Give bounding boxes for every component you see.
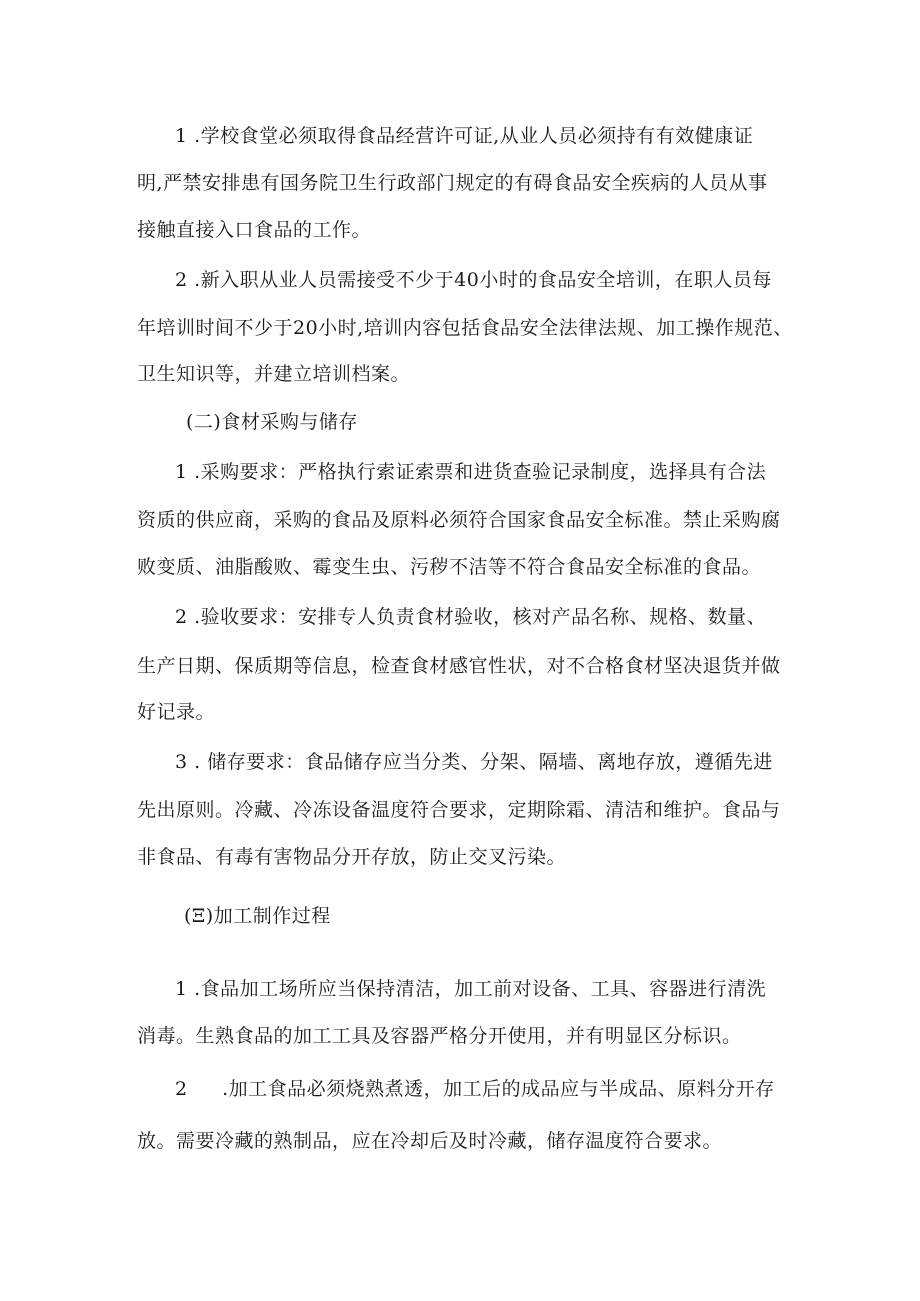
s1-item2-line1 [175, 268, 772, 292]
section-heading-processing: (Ξ)加工制作过程 [184, 905, 331, 927]
s2-item3-line2: 先出原则。冷藏、冷冻设备温度符合要求，定期除霜、清洁和维护。食品与 [137, 799, 781, 821]
s2-item2-line2: 生产日期、保质期等信息，检查食材感官性状，对不合格食材坚决退货并做 [137, 655, 781, 677]
item-text: . 储存要求：食品储存应当分类、分架、隔墙、离地存放，遵循先进 [194, 751, 773, 773]
s2-item2-line1 [175, 605, 766, 629]
s2-item2-line3: 好记录。 [137, 701, 216, 723]
s3-item1-line1 [175, 977, 766, 1001]
s1-item1-line3: 接触直接入口食品的工作。 [137, 219, 372, 241]
s2-item1-line2: 资质的供应商，采购的食品及原料必须符合国家食品安全标准。禁止采购腐 [137, 509, 781, 531]
s3-item2-line1 [175, 1077, 775, 1101]
item-number: 2 [175, 1078, 188, 1100]
s2-item3-line1 [175, 750, 773, 774]
s3-item1-line2: 消毒。生熟食品的加工工具及容器严格分开使用，并有明显区分标识。 [137, 1025, 742, 1047]
item-text: .采购要求：严格执行索证索票和进货查验记录制度，选择具有合法 [194, 461, 767, 483]
item-text: .验收要求：安排专人负责食材验收，核对产品名称、规格、数量、 [194, 606, 767, 628]
item-number: 1 [175, 461, 188, 483]
item-number: 1 [175, 125, 188, 147]
section-heading-procurement: (二)食材采购与储存 [186, 411, 358, 433]
item-number: 2 [175, 269, 188, 291]
s3-item2-line2: 放。需要冷藏的熟制品，应在冷却后及时冷藏，储存温度符合要求。 [137, 1130, 723, 1152]
s1-item2-line2: 年培训时间不少于20小时,培训内容包括食品安全法律法规、加工操作规范、 [137, 317, 793, 339]
item-text: .加工食品必须烧熟煮透，加工后的成品应与半成品、原料分开存 [222, 1078, 775, 1100]
s1-item1-line1 [175, 124, 753, 148]
s1-item2-line3: 卫生知识等，并建立培训档案。 [137, 363, 411, 385]
item-text: .新入职从业人员需接受不少于40小时的食品安全培训，在职人员每 [194, 269, 772, 291]
item-number: 1 [175, 978, 188, 1000]
s1-item1-line2: 明,严禁安排患有国务院卫生行政部门规定的有碍食品安全疾病的人员从事 [137, 172, 768, 194]
s2-item1-line1 [175, 460, 766, 484]
item-number: 2 [175, 606, 188, 628]
item-number: 3 [175, 751, 188, 773]
item-text: .学校食堂必须取得食品经营许可证,从业人员必须持有有效健康证 [194, 125, 754, 147]
s2-item1-line3: 败变质、油脂酸败、霉变生虫、污秽不洁等不符合食品安全标准的食品。 [137, 556, 762, 578]
item-text: .食品加工场所应当保持清洁，加工前对设备、工具、容器进行清洗 [194, 978, 767, 1000]
s2-item3-line3: 非食品、有毒有害物品分开存放，防止交叉污染。 [137, 846, 567, 868]
